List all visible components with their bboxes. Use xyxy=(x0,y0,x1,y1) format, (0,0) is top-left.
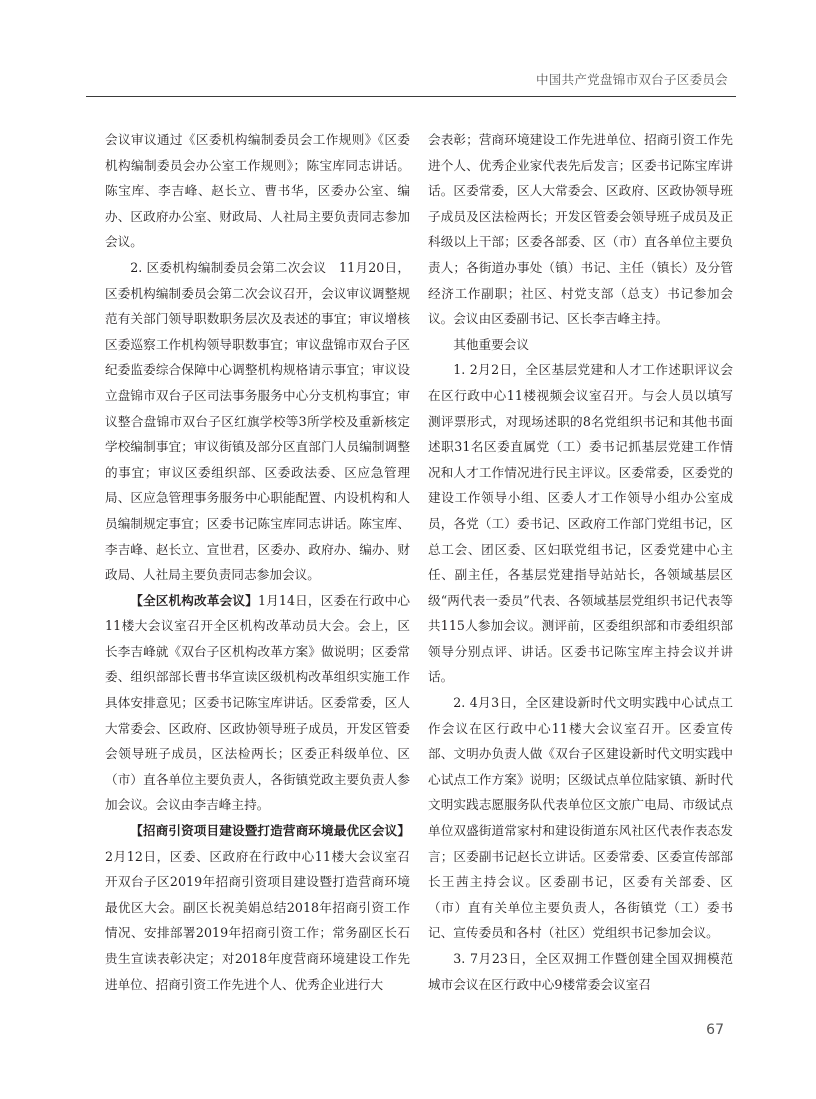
paragraph: 3. 7月23日，全区双拥工作暨创建全国双拥模范城市会议在区行政中心9楼常委会议室召 xyxy=(428,951,733,992)
paragraph xyxy=(105,818,410,997)
paragraph: 1. 2月2日，全区基层党建和人才工作述职评议会在区行政中心11楼视频会议室召开。与会人员以填写测评票形式，对现场述职的8名党组织书记和其他书面述职31名区委直属党（工）委书记抓基层党建工作情况和人才工作情况进行民主评议。区委常委，区委党的建设工作领导小组、区委人才工作领导小组办公室成员，各党（工）委书记、区政府工作部门党组书记，区总工会、团区委、区妇联党组书记，区委党建中心主任、副主任，各基层党建指导站站长，各领域基层区级“两代表一委员”代表、各领域基层党组织书记代表等共115人参加会议。测评前，区委组织部和市委组织部领导分别点评、讲话。区委书记陈宝库主持会议并讲话。 xyxy=(428,362,733,685)
running-header-title: 中国共产党盘锦市双台子区委员会 xyxy=(535,72,728,87)
paragraph: 2. 区委机构编制委员会第二次会议 11月20日，区委机构编制委员会第二次会议召开，会议审议调整规范有关部门领导职数职务层次及表述的事宜；审议增核区委巡察工作机构领导职数事宜；审议盘锦市双台子区纪委监委综合保障中心调整机构规格请示事宜；审议设立盘锦市双台子区司法事务服务中心分支机构事宜；审议整合盘锦市双台子区红旗学校等3所学校及重新核定学校编制事宜；审议街镇及部分区直部门人员编制调整的事宜；审议区委组织部、区委政法委、区应急管理局、区应急管理事务服务中心职能配置、内设机构和人员编制规定事宜；区委书记陈宝库同志讲话。陈宝库、李吉峰、赵长立、宣世君，区委办、政府办、编办、财政局、人社局主要负责同志参加会议。 xyxy=(105,259,410,583)
subsection-title: 其他重要会议 xyxy=(453,336,530,352)
header-divider xyxy=(86,96,736,97)
paragraph-text: 2月12日，区委、区政府在行政中心11楼大会议室召开双台子区2019年招商引资项目建设暨打造营商环境最优区大会。副区长祝美娟总结2018年招商引资工作情况、安排部署2019年招商引资工作；常务副区长石贵生宣读表彰决定；对2018年度营商环境建设工作先进单位、招商引资工作先进个人、优秀企业进行大 xyxy=(105,848,410,992)
page-number: 67 xyxy=(706,1022,724,1038)
paragraph xyxy=(105,588,410,818)
paragraph: 2. 4月3日，全区建设新时代文明实践中心试点工作会议在区行政中心11楼大会议室召开。区委宣传部、文明办负责人做《双台子区建设新时代文明实践中心试点工作方案》说明；区级试点单位陆家镇、新时代文明实践志愿服务队代表单位区文旅广电局、市级试点单位双盛街道常家村和建设街道东风社区代表作表态发言；区委副书记赵长立讲话。区委常委、区委宣传部部长王茜主持会议。区委副书记，区委有关部委、区（市）直有关单位主要负责人，各街镇党（工）委书记、宣传委员和各村（社区）党组织书记参加会议。 xyxy=(428,695,733,941)
paragraph: 会表彰；营商环境建设工作先进单位、招商引资工作先进个人、优秀企业家代表先后发言；区委书记陈宝库讲话。区委常委，区人大常委会、区政府、区政协领导班子成员及区法检两长；开发区管委会领导班子成员及正科级以上干部；区委各部委、区（市）直各单位主要负责人；各街道办事处（镇）书记、主任（镇长）及分管经济工作副职；社区、村党支部（总支）书记参加会议。会议由区委副书记、区长李吉峰主持。 xyxy=(428,132,733,327)
paragraph: 会议审议通过《区委机构编制委员会工作规则》《区委机构编制委员会办公室工作规则》；陈宝库同志讲话。陈宝库、李吉峰、赵长立、曹书华，区委办公室、编办、区政府办公室、财政局、人社局主要负责同志参加会议。 xyxy=(105,132,410,250)
paragraph-text: 1月14日，区委在行政中心11楼大会议室召开全区机构改革动员大会。会上，区长李吉峰就《双台子区机构改革方案》做说明；区委常委、组织部部长曹书华宣读区级机构改革组织实施工作具体安排意见；区委书记陈宝库讲话。区委常委，区人大常委会、区政府、区政协领导班子成员，开发区管委会领导班子成员，区法检两长；区委正科级单位、区（市）直各单位主要负责人，各街镇党政主要负责人参加会议。会议由李吉峰主持。 xyxy=(105,592,411,813)
right-column xyxy=(428,127,733,997)
section-heading: 【全区机构改革会议】 xyxy=(130,592,258,608)
section-heading: 【招商引资项目建设暨打造营商环境最优区会议】 xyxy=(130,823,410,839)
left-column xyxy=(105,127,410,997)
